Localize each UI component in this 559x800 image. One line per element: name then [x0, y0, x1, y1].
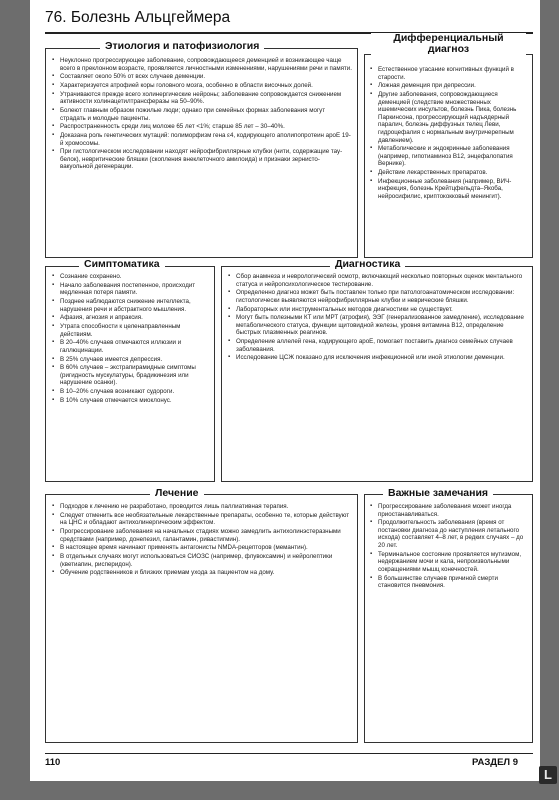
list-item: ▪ Характеризуется атрофией коры головного мозга, особенно в области височных долей. [52, 82, 352, 90]
list-item: ▪ Могут быть полезными КТ или МРТ (атрофия), ЭЭГ (генерализованное замедление), исследование метаболического статуса, функции щитовидной железы, уровня витамина B12, определение быстрых плазменных реагинов. [228, 314, 527, 337]
etiology-box [45, 48, 358, 258]
list-item: ▪ Утрачиваются прежде всего холинергические нейроны; заболевание сопровождается снижением активности холинацетилтрансферазы на 50–90%. [52, 91, 352, 106]
footer-divider [45, 753, 533, 754]
list-item: ▪ Продолжительность заболевания (время от постановки диагноза до наступления летального исхода) составляет 4–8 лет, в редких случаях – до 20 лет. [370, 519, 528, 549]
differential-box [364, 54, 533, 258]
section-label: РАЗДЕЛ 9 [471, 757, 518, 768]
page-title: 76. Болезнь Альцгеймера [45, 9, 231, 26]
list-item: ▪ Ложная деменция при депрессии. [370, 82, 528, 90]
list-item: ▪ Обучение родственников и близких приемам ухода за пациентом на дому. [52, 569, 352, 577]
list-item: ▪ Доказана роль генетических мутаций: полиморфизм гена ε4, кодирующего аполипопротеин apoE 19-й хромосомы. [52, 132, 352, 147]
logo-icon: L [539, 766, 557, 784]
list-item: ▪ В настоящее время начинают применять антагонисты NMDA-рецепторов (мемантин). [52, 544, 352, 552]
list-item: ▪ Другие заболевания, сопровождающиеся деменцией (следствие множественных ишемических инсультов, болезнь Пика, болезнь Паркинсона, прогрессирующий надъядерный паралич, болезнь диффузных телец Леви, гидроцефалия с нормальным внутричерепным давлением). [370, 91, 528, 144]
list-item: ▪ Естественное угасание когнитивных функций в старости. [370, 66, 528, 81]
diagnostics-box [221, 266, 533, 482]
list-item: ▪ Неуклонно прогрессирующее заболевание, сопровождающееся деменцией и возникающее чаще всего в преклонном возрасте, проявляется личностными изменениями, нарушениями речи и памяти. [52, 57, 352, 72]
notes-box [364, 494, 533, 743]
diagnostics-list [228, 273, 527, 363]
list-item: ▪ Лабораторных или инструментальных методов диагностики не существует. [228, 306, 527, 314]
list-item: ▪ Определение аллелей гена, кодирующего apoE, помогает поставить диагноз семейных случаев заболевания. [228, 338, 527, 353]
list-item: ▪ Терминальное состояние проявляется мутизмом, недержанием мочи и кала, непроизвольными сокращениями мышц конечностей. [370, 551, 528, 574]
list-item: ▪ Начало заболевания постепенное, происходит медленная потеря памяти. [52, 282, 210, 297]
differential-heading: Дифференциальный диагноз [371, 33, 526, 55]
list-item: ▪ В отдельных случаях могут использоваться СИОЗС (например, флувоксамин) и нейролептики (кветиапин, рисперидон). [52, 553, 352, 568]
list-item: ▪ Подходов к лечению не разработано, проводится лишь паллиативная терапия. [52, 503, 352, 511]
list-item: ▪ Составляет около 50% от всех случаев деменции. [52, 73, 352, 81]
list-item: ▪ Позднее наблюдаются снижение интеллекта, нарушения речи и абстрактного мышления. [52, 298, 210, 313]
list-item: ▪ Следует отменить все необязательные лекарственные препараты, особенно те, которые действуют на ЦНС и обладают антихолинергическим эффектом. [52, 512, 352, 527]
list-item: ▪ В 10% случаев отмечается миоклонус. [52, 397, 210, 405]
list-item: ▪ Афазия, агнозия и апраксия. [52, 314, 210, 322]
list-item: ▪ Метаболические и эндокринные заболевания (например, гипотиаминоз B12, энцефалопатия Вернике). [370, 145, 528, 168]
notes-heading: Важные замечания [383, 488, 493, 499]
list-item: ▪ Распространенность среди лиц моложе 65 лет <1%; старше 85 лет – 30–40%. [52, 123, 352, 131]
list-item: ▪ В большинстве случаев причиной смерти становится пневмония. [370, 575, 528, 590]
etiology-list [52, 57, 352, 172]
document-page [30, 0, 540, 781]
list-item: ▪ В 10–20% случаев возникают судороги. [52, 388, 210, 396]
page-number: 110 [45, 757, 61, 768]
list-item: ▪ В 20–40% случаев отмечаются иллюзии и галлюцинации. [52, 339, 210, 354]
differential-list [370, 66, 528, 202]
list-item: ▪ Утрата способности к целенаправленным действиям. [52, 323, 210, 338]
symptoms-heading: Симптоматика [79, 259, 165, 270]
list-item: ▪ Прогрессирование заболевания на начальных стадиях можно замедлить антихолинэстеразными средствами (например, донепезил, галантамин, ривастигмин). [52, 528, 352, 543]
treatment-list [52, 503, 352, 578]
treatment-heading: Лечение [150, 488, 204, 499]
list-item: ▪ В 25% случаев имеется депрессия. [52, 356, 210, 364]
list-item: ▪ Исследование ЦСЖ показано для исключения инфекционной или иной этиологии деменции. [228, 354, 527, 362]
list-item: ▪ Прогрессирование заболевания может иногда приостанавливаться. [370, 503, 528, 518]
symptoms-box [45, 266, 215, 482]
list-item: ▪ Сбор анамнеза и неврологический осмотр, включающий несколько повторных оценок ментального статуса и нейропсихологическое тестирование. [228, 273, 527, 288]
list-item: ▪ В 60% случаев – экстрапирамидные симптомы (ригидность мускулатуры, брадикинезия или нарушение осанки). [52, 364, 210, 387]
list-item: ▪ При гистологическом исследовании находят нейрофибриллярные клубки (нити, содержащие тау-белок), невритические бляшки (скопления внеклеточного амилоида) и признаки зернисто-вакуольной дегенерации. [52, 148, 352, 171]
diagnostics-heading: Диагностика [330, 259, 405, 270]
treatment-box [45, 494, 358, 743]
list-item: ▪ Определенно диагноз может быть поставлен только при патологоанатомическом исследовании: гистологически выявляются нейрофибриллярные клубки и неврические бляшки. [228, 289, 527, 304]
list-item: ▪ Сознание сохранено. [52, 273, 210, 281]
etiology-heading: Этиология и патофизиология [100, 41, 264, 52]
list-item: ▪ Действие лекарственных препаратов. [370, 169, 528, 177]
notes-list [370, 503, 528, 591]
list-item: ▪ Болеют главным образом пожилые люди; однако при семейных формах заболевания могут страдать и молодые пациенты. [52, 107, 352, 122]
list-item: ▪ Инфекционные заболевания (например, ВИЧ-инфекция, болезнь Крейтцфельдта–Якоба, нейросифилис, криптококковый менингит). [370, 178, 528, 201]
symptoms-list [52, 273, 210, 405]
